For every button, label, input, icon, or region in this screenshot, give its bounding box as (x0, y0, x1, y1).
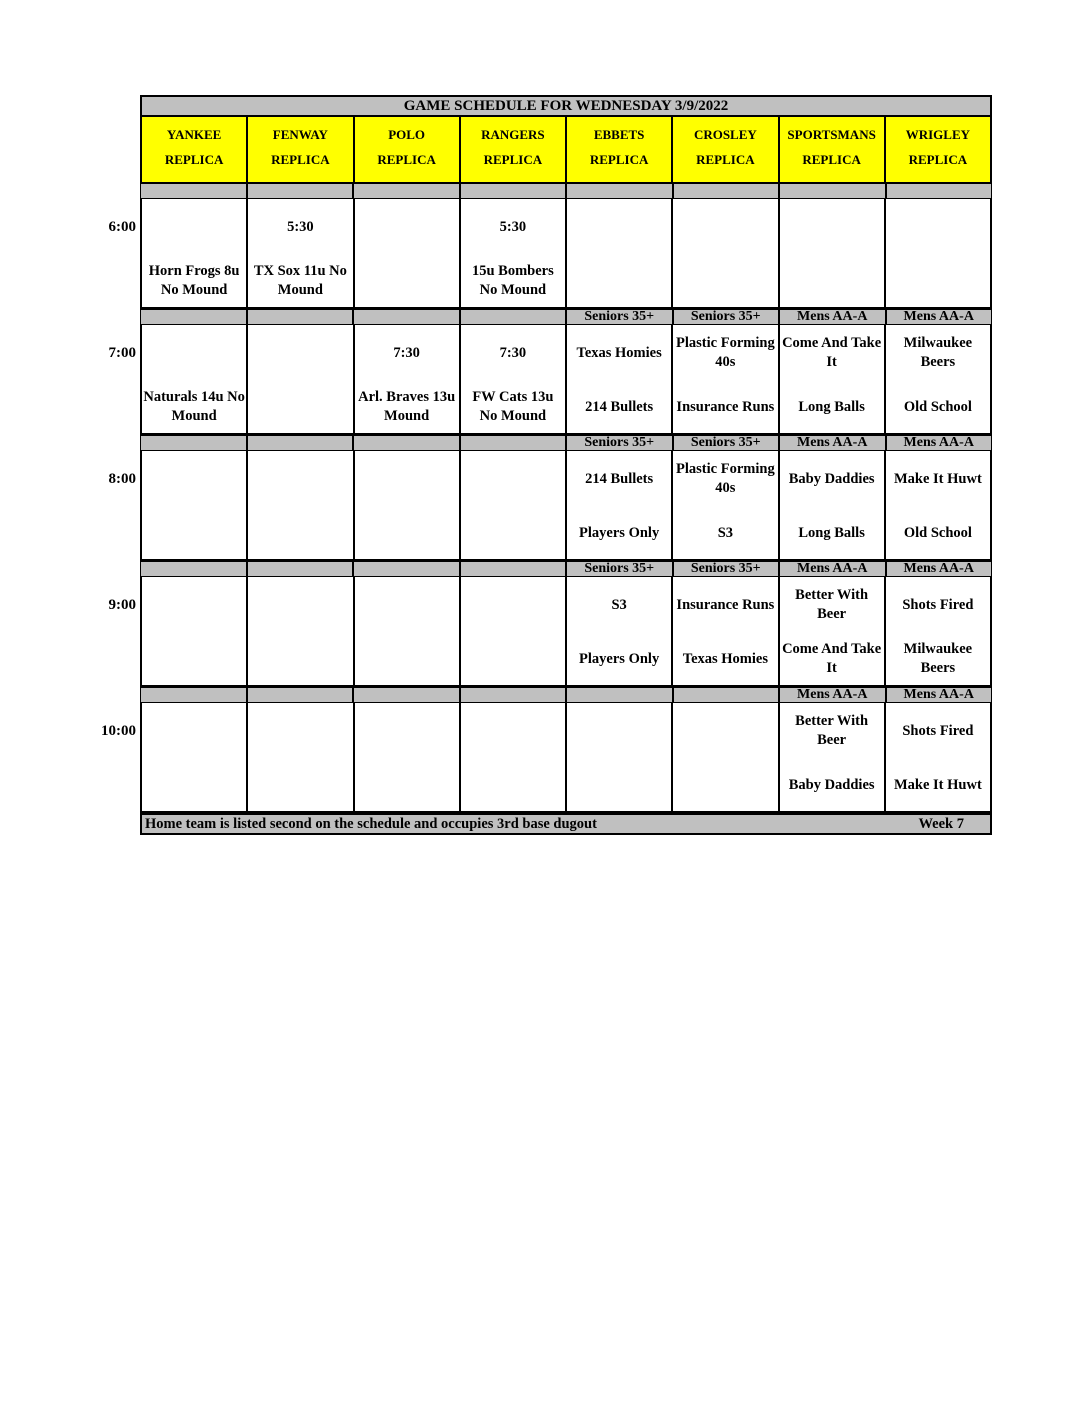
team-top: 7:30 (499, 344, 527, 361)
field-subtitle: REPLICA (696, 151, 755, 167)
team-bottom: 15u Bombers No Mound (471, 263, 554, 298)
game-cell (459, 577, 565, 687)
team-bottom (248, 763, 352, 807)
team-top: 5:30 (287, 218, 314, 235)
game-cell (140, 199, 246, 309)
team-top: Come And Take It (782, 335, 882, 370)
division-label: Mens AA-A (779, 687, 886, 703)
game-cell (778, 577, 884, 687)
team-bottom (886, 259, 990, 303)
game-cell (353, 325, 459, 435)
division-label: Mens AA-A (886, 561, 993, 577)
team-bottom: Naturals 14u No Mound (143, 389, 245, 424)
team-top: Insurance Runs (676, 596, 775, 613)
team-top: Plastic Forming 40s (676, 335, 775, 370)
division-label: Mens AA-A (779, 309, 886, 325)
field-header-rangers (460, 117, 566, 183)
game-cell (353, 199, 459, 309)
field-name: CROSLEY (693, 127, 757, 143)
game-cell (884, 325, 992, 435)
team-top (886, 207, 990, 247)
team-top: Shots Fired (902, 596, 974, 613)
team-top (780, 207, 884, 247)
team-top (248, 333, 352, 373)
schedule-title: GAME SCHEDULE FOR WEDNESDAY 3/9/2022 (140, 95, 992, 117)
footer-note: Home team is listed second on the schedule and occupies 3rd base dugout (145, 816, 597, 832)
field-subtitle: REPLICA (483, 151, 543, 167)
team-bottom (248, 511, 352, 555)
division-label (140, 561, 247, 577)
team-top (567, 711, 671, 751)
team-bottom (142, 763, 246, 807)
division-label: Seniors 35+ (566, 561, 673, 577)
team-top: Baby Daddies (788, 470, 875, 487)
team-bottom: FW Cats 13u No Mound (472, 389, 554, 424)
team-bottom (355, 511, 459, 555)
game-cell (353, 577, 459, 687)
time-label: 9:00 (108, 597, 136, 613)
field-name: POLO (388, 127, 426, 143)
division-label: Seniors 35+ (566, 435, 673, 451)
field-name: YANKEE (166, 127, 222, 143)
team-bottom (461, 637, 565, 681)
division-label (353, 687, 460, 703)
schedule-grid (140, 183, 992, 813)
game-cell (778, 451, 884, 561)
team-bottom (567, 763, 671, 807)
team-bottom (673, 763, 777, 807)
time-block (140, 577, 992, 687)
team-bottom (248, 637, 352, 681)
team-top: Better With Beer (795, 587, 869, 622)
game-cell (778, 325, 884, 435)
division-label (886, 183, 993, 199)
schedule-footer (140, 813, 992, 835)
team-bottom: Texas Homies (682, 650, 768, 667)
division-label (247, 435, 354, 451)
field-name: EBBETS (593, 127, 645, 143)
game-cell (671, 325, 777, 435)
field-header-row (140, 117, 992, 183)
game-cell (246, 325, 352, 435)
team-top (461, 585, 565, 625)
team-top (673, 711, 777, 751)
game-cell (565, 325, 671, 435)
team-bottom: Old School (903, 398, 972, 415)
team-top: Plastic Forming 40s (676, 461, 775, 496)
time-label: 7:00 (108, 345, 136, 361)
field-header-sportsmans (779, 117, 885, 183)
game-cell (353, 703, 459, 813)
team-bottom: Long Balls (798, 524, 865, 541)
game-cell (671, 703, 777, 813)
team-bottom: Insurance Runs (676, 398, 775, 415)
team-top: 214 Bullets (585, 470, 654, 487)
time-label: 6:00 (108, 219, 136, 235)
team-top (355, 207, 459, 247)
time-block (140, 199, 992, 309)
game-cell (353, 451, 459, 561)
field-subtitle: REPLICA (164, 151, 224, 167)
team-bottom (142, 637, 246, 681)
division-label: Mens AA-A (779, 435, 886, 451)
division-label (247, 561, 354, 577)
team-top: Milwaukee Beers (903, 335, 973, 370)
game-cell (565, 451, 671, 561)
team-top (142, 585, 246, 625)
team-top: 5:30 (499, 218, 527, 235)
team-bottom: Players Only (579, 650, 660, 667)
team-top: Shots Fired (902, 722, 974, 739)
division-band (140, 687, 992, 703)
team-bottom: Milwaukee Beers (903, 641, 973, 676)
field-header-crosley (672, 117, 778, 183)
game-cell (140, 577, 246, 687)
team-bottom: S3 (717, 524, 734, 541)
division-label (353, 309, 460, 325)
team-bottom: Baby Daddies (788, 776, 875, 793)
division-label (460, 309, 567, 325)
game-cell (884, 451, 992, 561)
team-bottom: Long Balls (798, 398, 865, 415)
division-label: Seniors 35+ (566, 309, 673, 325)
team-bottom (355, 637, 459, 681)
schedule-sheet (140, 95, 992, 835)
field-header-fenway (247, 117, 353, 183)
field-name: RANGERS (481, 127, 545, 143)
team-top: Texas Homies (576, 344, 662, 361)
team-top: Make It Huwt (893, 470, 982, 487)
team-top (248, 459, 352, 499)
team-bottom (461, 511, 565, 555)
division-band (140, 435, 992, 451)
team-bottom (461, 763, 565, 807)
game-cell (246, 199, 352, 309)
team-top (248, 711, 352, 751)
division-label (140, 309, 247, 325)
team-top (142, 711, 246, 751)
game-cell (884, 703, 992, 813)
division-label (353, 183, 460, 199)
team-bottom (780, 259, 884, 303)
team-bottom (355, 763, 459, 807)
field-header-wrigley (885, 117, 992, 183)
team-top (142, 207, 246, 247)
division-band (140, 183, 992, 199)
team-bottom (567, 259, 671, 303)
time-label: 10:00 (101, 723, 136, 739)
team-top (248, 585, 352, 625)
game-cell (671, 577, 777, 687)
time-block (140, 451, 992, 561)
time-block (140, 325, 992, 435)
game-cell (565, 703, 671, 813)
game-cell (671, 451, 777, 561)
team-top (567, 207, 671, 247)
division-label (247, 309, 354, 325)
game-cell (246, 451, 352, 561)
team-bottom (355, 259, 459, 303)
field-header-yankee (140, 117, 247, 183)
game-cell (459, 451, 565, 561)
team-top (355, 711, 459, 751)
team-bottom (673, 259, 777, 303)
team-bottom: Come And Take It (782, 641, 882, 676)
team-bottom: TX Sox 11u No Mound (253, 263, 347, 298)
game-cell (778, 703, 884, 813)
division-label: Mens AA-A (886, 687, 993, 703)
game-cell (459, 199, 565, 309)
team-top: 7:30 (393, 344, 420, 361)
division-band (140, 309, 992, 325)
field-name: FENWAY (272, 127, 328, 143)
game-cell (671, 199, 777, 309)
division-label: Mens AA-A (886, 435, 993, 451)
division-label (566, 183, 673, 199)
division-label (566, 687, 673, 703)
division-label: Seniors 35+ (673, 309, 780, 325)
field-header-ebbets (566, 117, 672, 183)
team-top (355, 459, 459, 499)
team-top (355, 585, 459, 625)
division-label (247, 183, 354, 199)
division-label (673, 183, 780, 199)
division-label: Mens AA-A (886, 309, 993, 325)
team-top (673, 207, 777, 247)
game-cell (140, 451, 246, 561)
division-band (140, 561, 992, 577)
division-label (353, 561, 460, 577)
game-cell (884, 199, 992, 309)
week-label: Week 7 (918, 816, 964, 832)
division-label (140, 183, 247, 199)
game-cell (246, 577, 352, 687)
field-subtitle: REPLICA (271, 151, 330, 167)
game-cell (140, 325, 246, 435)
game-cell (778, 199, 884, 309)
team-bottom (248, 385, 352, 429)
division-label (247, 687, 354, 703)
game-cell (565, 577, 671, 687)
team-bottom: Make It Huwt (893, 776, 982, 793)
team-top: Better With Beer (795, 713, 869, 748)
field-subtitle: REPLICA (908, 151, 968, 167)
field-header-polo (354, 117, 460, 183)
field-name: WRIGLEY (905, 127, 971, 143)
division-label (460, 561, 567, 577)
team-top (142, 459, 246, 499)
field-subtitle: REPLICA (589, 151, 649, 167)
team-top (461, 459, 565, 499)
team-bottom: Arl. Braves 13u Mound (358, 389, 456, 424)
team-bottom: Old School (903, 524, 972, 541)
field-subtitle: REPLICA (802, 151, 861, 167)
field-subtitle: REPLICA (377, 151, 436, 167)
division-label (779, 183, 886, 199)
division-label: Seniors 35+ (673, 561, 780, 577)
division-label (353, 435, 460, 451)
division-label (140, 687, 247, 703)
field-name: SPORTSMANS (787, 127, 876, 143)
division-label (673, 687, 780, 703)
game-cell (459, 325, 565, 435)
team-top (142, 333, 246, 373)
division-label (140, 435, 247, 451)
time-label: 8:00 (108, 471, 136, 487)
game-cell (140, 703, 246, 813)
division-label: Seniors 35+ (673, 435, 780, 451)
team-top (461, 711, 565, 751)
team-bottom: 214 Bullets (585, 398, 654, 415)
time-block (140, 703, 992, 813)
team-bottom: Horn Frogs 8u No Mound (148, 263, 240, 298)
game-cell (246, 703, 352, 813)
game-cell (565, 199, 671, 309)
team-top: S3 (611, 596, 627, 613)
team-bottom: Players Only (579, 524, 660, 541)
team-bottom (142, 511, 246, 555)
game-cell (884, 577, 992, 687)
game-cell (459, 703, 565, 813)
division-label: Mens AA-A (779, 561, 886, 577)
division-label (460, 687, 567, 703)
division-label (460, 435, 567, 451)
division-label (460, 183, 567, 199)
